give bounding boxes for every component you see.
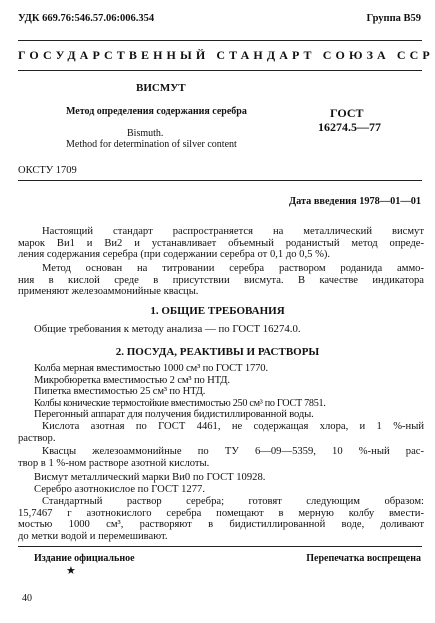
text-line: ния в кислой среде в присутствии висмута. В качестве индикатора bbox=[18, 274, 424, 286]
text-line: раствор. bbox=[18, 432, 56, 444]
nitric-acid-paragraph bbox=[18, 421, 424, 444]
list-item: Пипетка вместимостью 25 см³ по НТД. bbox=[34, 386, 206, 398]
text-line: мостью 1000 см³, растворяют в бидистиллированной воде, доливают bbox=[18, 519, 424, 531]
title-method-ru: Метод определения содержания серебра bbox=[66, 106, 247, 117]
equipment-list bbox=[34, 363, 424, 421]
text-line: применяют железоаммонийные квасцы. bbox=[18, 286, 199, 298]
okstu-code: ОКСТУ 1709 bbox=[18, 165, 77, 176]
text-line: до метки водой и перемешивают. bbox=[18, 530, 168, 542]
text-line: Метод основан на титровании серебра раствором роданида аммо- bbox=[42, 263, 424, 274]
alum-paragraph bbox=[18, 446, 424, 469]
reprint-prohibited: Перепечатка воспрещена bbox=[306, 553, 421, 564]
list-item: Колбы конические термостойкие вместимостью 250 см³ по ГОСТ 7851. bbox=[34, 397, 326, 409]
text-line: ления содержания серебра (при содержании серебра от 0,1 до 0,5 %). bbox=[18, 249, 331, 261]
gost-label: ГОСТ bbox=[330, 106, 364, 120]
list-item: Микробюретка вместимостью 2 см³ по НТД. bbox=[34, 374, 230, 386]
gost-number: 16274.5—77 bbox=[318, 120, 381, 134]
section-1-heading: 1. ОБЩИЕ ТРЕБОВАНИЯ bbox=[150, 305, 285, 317]
group-code: Группа В59 bbox=[366, 13, 421, 24]
footer-rule bbox=[18, 546, 422, 547]
standard-solution-paragraph bbox=[18, 496, 424, 542]
intro-paragraph-1 bbox=[18, 226, 424, 261]
list-item: Серебро азотнокислое по ГОСТ 1277. bbox=[34, 483, 205, 495]
page-number: 40 bbox=[22, 593, 32, 604]
list-item: Висмут металлический марки Ви0 по ГОСТ 10928. bbox=[34, 472, 266, 483]
text-line: Настоящий стандарт распространяется на металлический висмут bbox=[42, 226, 424, 237]
section-2-heading: 2. ПОСУДА, РЕАКТИВЫ И РАСТВОРЫ bbox=[115, 346, 320, 358]
text-line: твор в 1 %-ном растворе азотной кислоты. bbox=[18, 457, 210, 469]
title-bismuth-en: Bismuth. bbox=[127, 128, 164, 139]
list-item: Перегонный аппарат для получения бидистиллированной воды. bbox=[34, 409, 314, 421]
text-line: марок Ви1 и Ви2 и устанавливает объемный роданистый метод опреде- bbox=[18, 237, 424, 249]
star-icon: ★ bbox=[66, 565, 76, 577]
text-line: Кислота азотная по ГОСТ 4461, не содержащая хлора, и 1 %-ный bbox=[42, 421, 424, 432]
title-method-en: Method for determination of silver content bbox=[66, 139, 237, 150]
header-rule-bottom bbox=[18, 70, 422, 71]
section-1-text: Общие требования к методу анализа — по ГОСТ 16274.0. bbox=[34, 323, 301, 335]
effective-date: Дата введения 1978—01—01 bbox=[289, 196, 421, 207]
header-rule-top bbox=[18, 40, 422, 41]
text-line: Квасцы железоаммонийные по ТУ 6—09—5359, 10 %-ный рас- bbox=[42, 446, 424, 457]
reagents-list bbox=[34, 472, 424, 495]
list-item: Колба мерная вместимостью 1000 см³ по ГОСТ 1770. bbox=[34, 363, 268, 374]
title-bismuth: ВИСМУТ bbox=[136, 82, 186, 94]
text-line: Стандартный раствор серебра; готовят следующим образом: bbox=[42, 496, 424, 507]
title-rule bbox=[18, 180, 422, 181]
udk-code: УДК 669.76:546.57.06:006.354 bbox=[18, 13, 155, 24]
intro-paragraph-2 bbox=[18, 263, 424, 298]
official-edition: Издание официальное bbox=[34, 553, 135, 564]
standard-banner: ГОСУДАРСТВЕННЫЙ СТАНДАРТ СОЮЗА ССР bbox=[18, 48, 434, 62]
text-line: 15,7467 г азотнокислого серебра помещают в мерную колбу вмести- bbox=[18, 507, 424, 519]
